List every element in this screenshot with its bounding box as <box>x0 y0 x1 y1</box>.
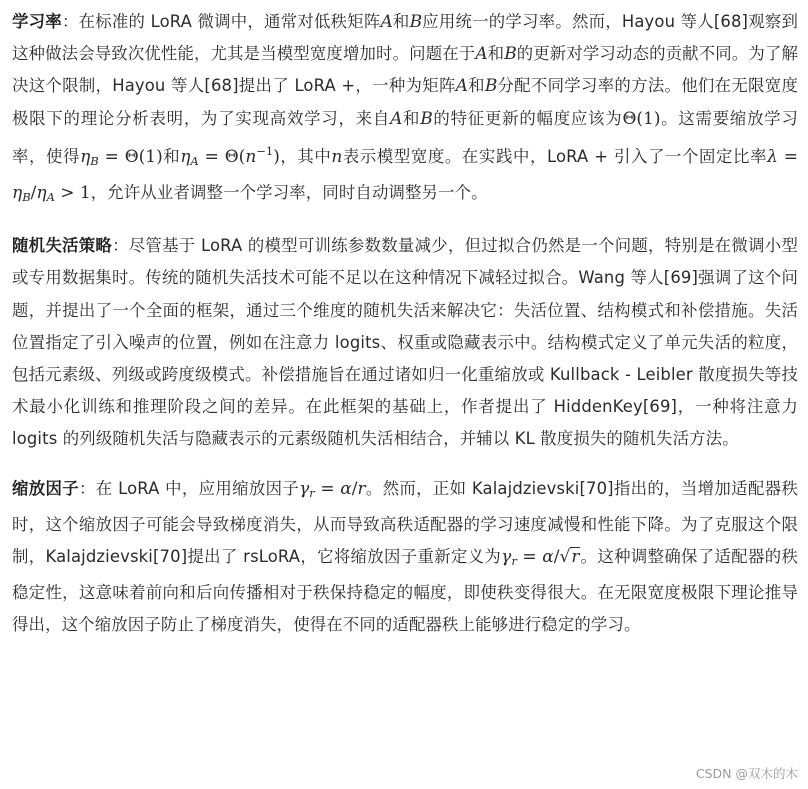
math-exponent: −1 <box>256 143 274 158</box>
csdn-watermark: CSDN @双木的木 <box>695 766 798 781</box>
text-segment: 和 <box>467 76 485 96</box>
text-segment: 尽管基于 LoRA 的模型可训练参数数量减少，但过拟合仍然是一个问题，特别是在微调小型或专用数据集时。传统的随机失活技术可能不足以在这种情况下减轻过拟合。Wang 等人[69]强调了这个问题，并提出了一个全面的框架，通过三个维度的随机失活来解决它：失活位置、结构模式和补偿措施。失活位置指定了引入噪声的位置，例如在注意力 logits、权重或隐藏表示中。结构模式定义了单元失活的粒度，包括元素级、列级或跨度级模式。补偿措施旨在通过诸如归一化重缩放或 Kullback - Leibler 散度损失等技术最小化训练和推理阶段之间的差异。在此框架的基础上，作者提出了 HiddenKey[69]，一种将注意力 logits 的列级随机失活与隐藏表示的元素级随机失活相结合，并辅以 KL 散度损失的随机失活方法。 <box>12 236 798 449</box>
math-equals: = <box>314 478 341 499</box>
math-equals-theta: = Θ( <box>198 146 246 167</box>
colon: ： <box>112 236 129 256</box>
math-subscript-A: A <box>190 153 199 168</box>
math-subscript-A: A <box>46 190 55 205</box>
paragraph-scaling-factor <box>12 473 798 642</box>
text-segment: 。这需要缩放学习率，使得 <box>12 108 798 166</box>
text-segment: 和 <box>402 108 421 128</box>
paragraph-dropout-strategy <box>12 230 798 455</box>
math-B: B <box>409 12 423 32</box>
math-theta-1: Θ(1) <box>622 108 661 129</box>
math-A: A <box>380 12 393 32</box>
math-eta: η <box>36 183 47 204</box>
text-segment: ，其中 <box>279 146 332 166</box>
text-segment: 和 <box>392 12 410 31</box>
math-subscript-r: r <box>309 485 315 500</box>
math-eta: η <box>180 146 191 167</box>
text-segment: 的特征更新的幅度应该为 <box>432 108 623 128</box>
text-segment: 。这种调整确保了适配器的秩稳定性，这意味着前向和后向传播相对于秩保持稳定的幅度，即使秩变得很大。在无限宽度极限下理论推导得出，这个缩放因子防止了梯度消失，使得在不同的适配器秩上能够进行稳定的学习。 <box>12 547 798 635</box>
term-dropout-strategy: 随机失活策略 <box>12 236 113 256</box>
math-A: A <box>475 44 488 65</box>
math-subscript-r: r <box>511 554 517 569</box>
math-B: B <box>420 108 433 129</box>
text-segment: 和 <box>162 146 181 166</box>
text-segment: 的更新对学习动态的贡献不同。为了解决这个限制，Hayou 等人[68]提出了 LoRA +，一种为矩阵 <box>12 44 798 96</box>
math-eta: η <box>12 183 23 204</box>
paragraph-learning-rate <box>12 6 798 213</box>
math-A: A <box>455 76 468 97</box>
text-segment: 在标准的 LoRA 微调中，通常对低秩矩阵 <box>78 12 381 31</box>
math-equals: = <box>516 547 543 568</box>
text-segment: 在 LoRA 中，应用缩放因子 <box>95 478 300 498</box>
math-n: n <box>331 146 343 167</box>
math-slash: / <box>30 183 37 204</box>
text-segment: 分配不同学习率的方法。他们在无限宽度极限下的理论分析表明，为了实现高效学习，来自 <box>12 76 798 128</box>
math-slash: / <box>351 478 358 499</box>
math-eta: η <box>80 146 91 167</box>
term-scaling-factor: 缩放因子 <box>12 478 80 498</box>
term-learning-rate: 学习率 <box>12 12 62 31</box>
math-gamma: γ <box>501 547 512 568</box>
math-equals-theta-1: = Θ(1) <box>98 146 163 167</box>
math-subscript-B: B <box>90 153 99 168</box>
math-alpha: α <box>542 547 554 568</box>
text-segment: 应用统一的学习率。然而，Hayou 等人[68]观察到这种做法会导致次优性能，尤其是当模型宽度增加时。问题在于 <box>12 12 799 64</box>
math-gamma: γ <box>299 478 310 499</box>
math-sqrt-r: r <box>571 547 580 568</box>
math-greater-than-1: > 1 <box>54 183 91 204</box>
math-alpha: α <box>340 478 352 499</box>
math-close-paren: ) <box>273 146 280 167</box>
math-lambda: λ <box>767 146 778 167</box>
math-slash: / <box>553 547 560 568</box>
math-subscript-B: B <box>22 190 31 205</box>
math-B: B <box>504 44 517 65</box>
math-A: A <box>390 108 403 129</box>
math-sqrt-sign: √ <box>559 547 571 568</box>
text-segment: 。然而，正如 Kalajdzievski[70]指出的，当增加适配器秩时，这个缩放因子可能会导致梯度消失，从而导致高秩适配器的学习速度减慢和性能下降。为了克服这个限制，Kalajdzievski[70]提出了 rsLoRA，它将缩放因子重新定义为 <box>12 478 798 567</box>
math-B: B <box>484 76 498 97</box>
colon: ： <box>79 478 96 498</box>
text-segment: ，允许从业者调整一个学习率，同时自动调整另一个。 <box>90 183 488 203</box>
colon: ： <box>61 12 79 31</box>
math-r: r <box>357 478 366 499</box>
math-equals: = <box>777 146 798 167</box>
text-segment: 表示模型宽度。在实践中，LoRA + 引入了一个固定比率 <box>342 146 768 166</box>
math-n: n <box>245 146 257 167</box>
text-segment: 和 <box>487 44 505 64</box>
